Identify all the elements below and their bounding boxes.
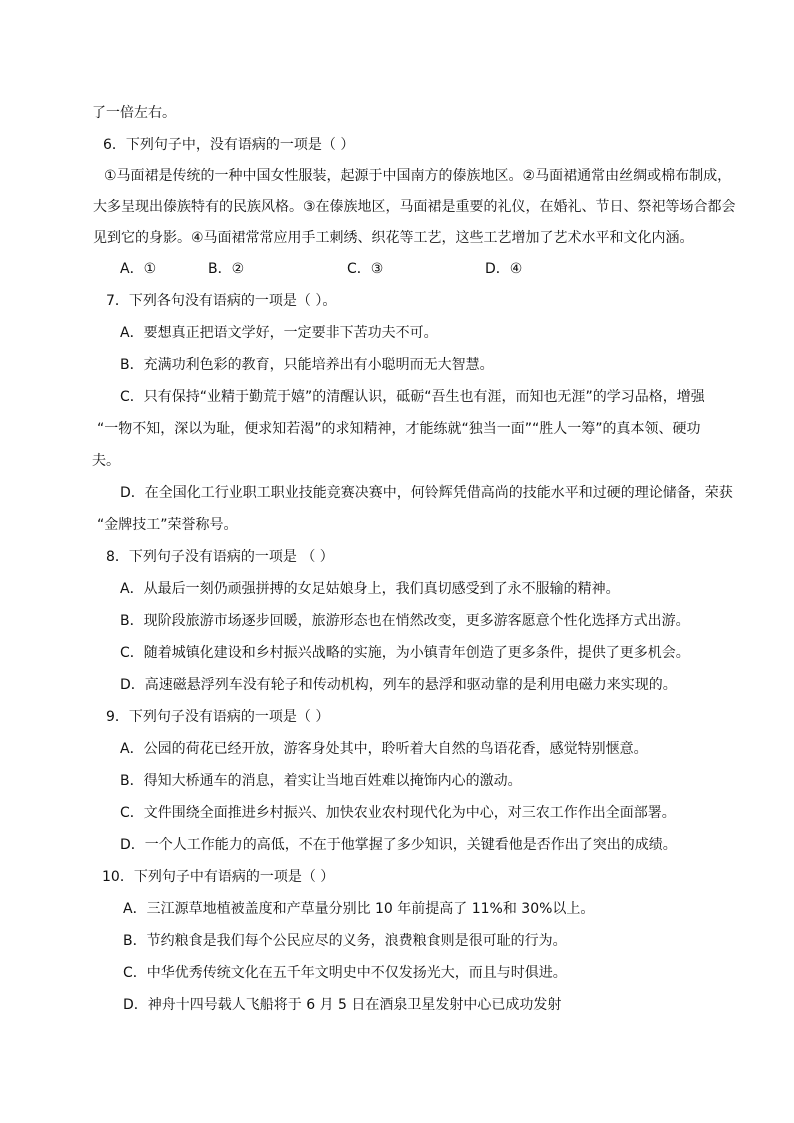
question-6-option-a: A．① [120, 261, 157, 277]
question-7-option-c-continued: “一物不知，深以为耻，便求知若渴”的求知精神，才能练就“独当一面”“胜人一筹”的真本领、硬功 [97, 421, 701, 437]
passage-continuation: 了一倍左右。 [92, 105, 176, 121]
question-7-option-c-continued: 夫。 [92, 453, 120, 469]
question-8-option-a: A．从最后一刻仍顽强拼搏的女足姑娘身上，我们真切感受到了永不服输的精神。 [120, 581, 620, 597]
question-6-passage-line: 见到它的身影。④马面裙常常应用手工刺绣、织花等工艺，这些工艺增加了艺术水平和文化内涵。 [93, 230, 694, 246]
question-6-stem: 6．下列句子中，没有语病的一项是（ ） [103, 137, 355, 153]
question-7-option-d: D．在全国化工行业职工职业技能竞赛决赛中，何铃辉凭借高尚的技能水平和过硬的理论储备，荣获 [120, 485, 733, 501]
question-9-option-c: C．文件围绕全面推进乡村振兴、加快农业农村现代化为中心，对三农工作作出全面部署。 [120, 805, 676, 821]
question-6-passage-line: ①马面裙是传统的一种中国女性服装，起源于中国南方的傣族地区。②马面裙通常由丝绸或棉布制成， [104, 168, 732, 184]
question-7-option-a: A．要想真正把语文学好，一定要非下苦功夫不可。 [120, 325, 438, 341]
question-8-stem: 8．下列句子没有语病的一项是 （ ） [106, 549, 334, 565]
question-6-option-b: B．② [208, 261, 245, 277]
question-10-stem: 10．下列句子中有语病的一项是（ ） [102, 869, 335, 885]
question-9-option-b: B．得知大桥通车的消息，着实让当地百姓难以掩饰内心的激动。 [120, 773, 522, 789]
question-7-option-d-continued: “金牌技工”荣誉称号。 [97, 517, 238, 533]
question-10-option-a: A．三江源草地植被盖度和产草量分别比 10 年前提高了 11%和 30%以上。 [123, 901, 595, 917]
question-10-option-d: D．神舟十四号载人飞船将于 6 月 5 日在酒泉卫星发射中心已成功发射 [123, 997, 562, 1013]
question-8-option-b: B．现阶段旅游市场逐步回暖，旅游形态也在悄然改变，更多游客愿意个性化选择方式出游。 [120, 613, 690, 629]
question-7-option-c: C．只有保持“业精于勤荒于嬉”的清醒认识，砥砺“吾生也有涯，而知也无涯”的学习品格，增强 [120, 389, 705, 405]
question-6-option-d: D．④ [485, 261, 523, 277]
question-9-option-a: A．公园的荷花已经开放，游客身处其中，聆听着大自然的鸟语花香，感觉特别惬意。 [120, 741, 648, 757]
question-8-option-d: D．高速磁悬浮列车没有轮子和传动机构，列车的悬浮和驱动靠的是利用电磁力来实现的。 [120, 677, 677, 693]
question-9-option-d: D．一个人工作能力的高低，不在于他掌握了多少知识，关键看他是否作出了突出的成绩。 [120, 837, 677, 853]
question-10-option-c: C．中华优秀传统文化在五千年文明史中不仅发扬光大，而且与时俱进。 [123, 965, 567, 981]
question-6-option-c: C．③ [347, 261, 384, 277]
question-8-option-c: C．随着城镇化建设和乡村振兴战略的实施，为小镇青年创造了更多条件，提供了更多机会。 [120, 645, 690, 661]
question-7-stem: 7．下列各句没有语病的一项是（ ）。 [106, 293, 337, 309]
question-10-option-b: B．节约粮食是我们每个公民应尽的义务，浪费粮食则是很可耻的行为。 [123, 933, 567, 949]
question-7-option-b: B．充满功利色彩的教育，只能培养出有小聪明而无大智慧。 [120, 357, 494, 373]
question-9-stem: 9．下列句子没有语病的一项是（ ） [106, 709, 330, 725]
question-6-passage-line: 大多呈现出傣族特有的民族风格。③在傣族地区，马面裙是重要的礼仪，在婚礼、节日、祭祀等场合都会 [93, 199, 736, 215]
